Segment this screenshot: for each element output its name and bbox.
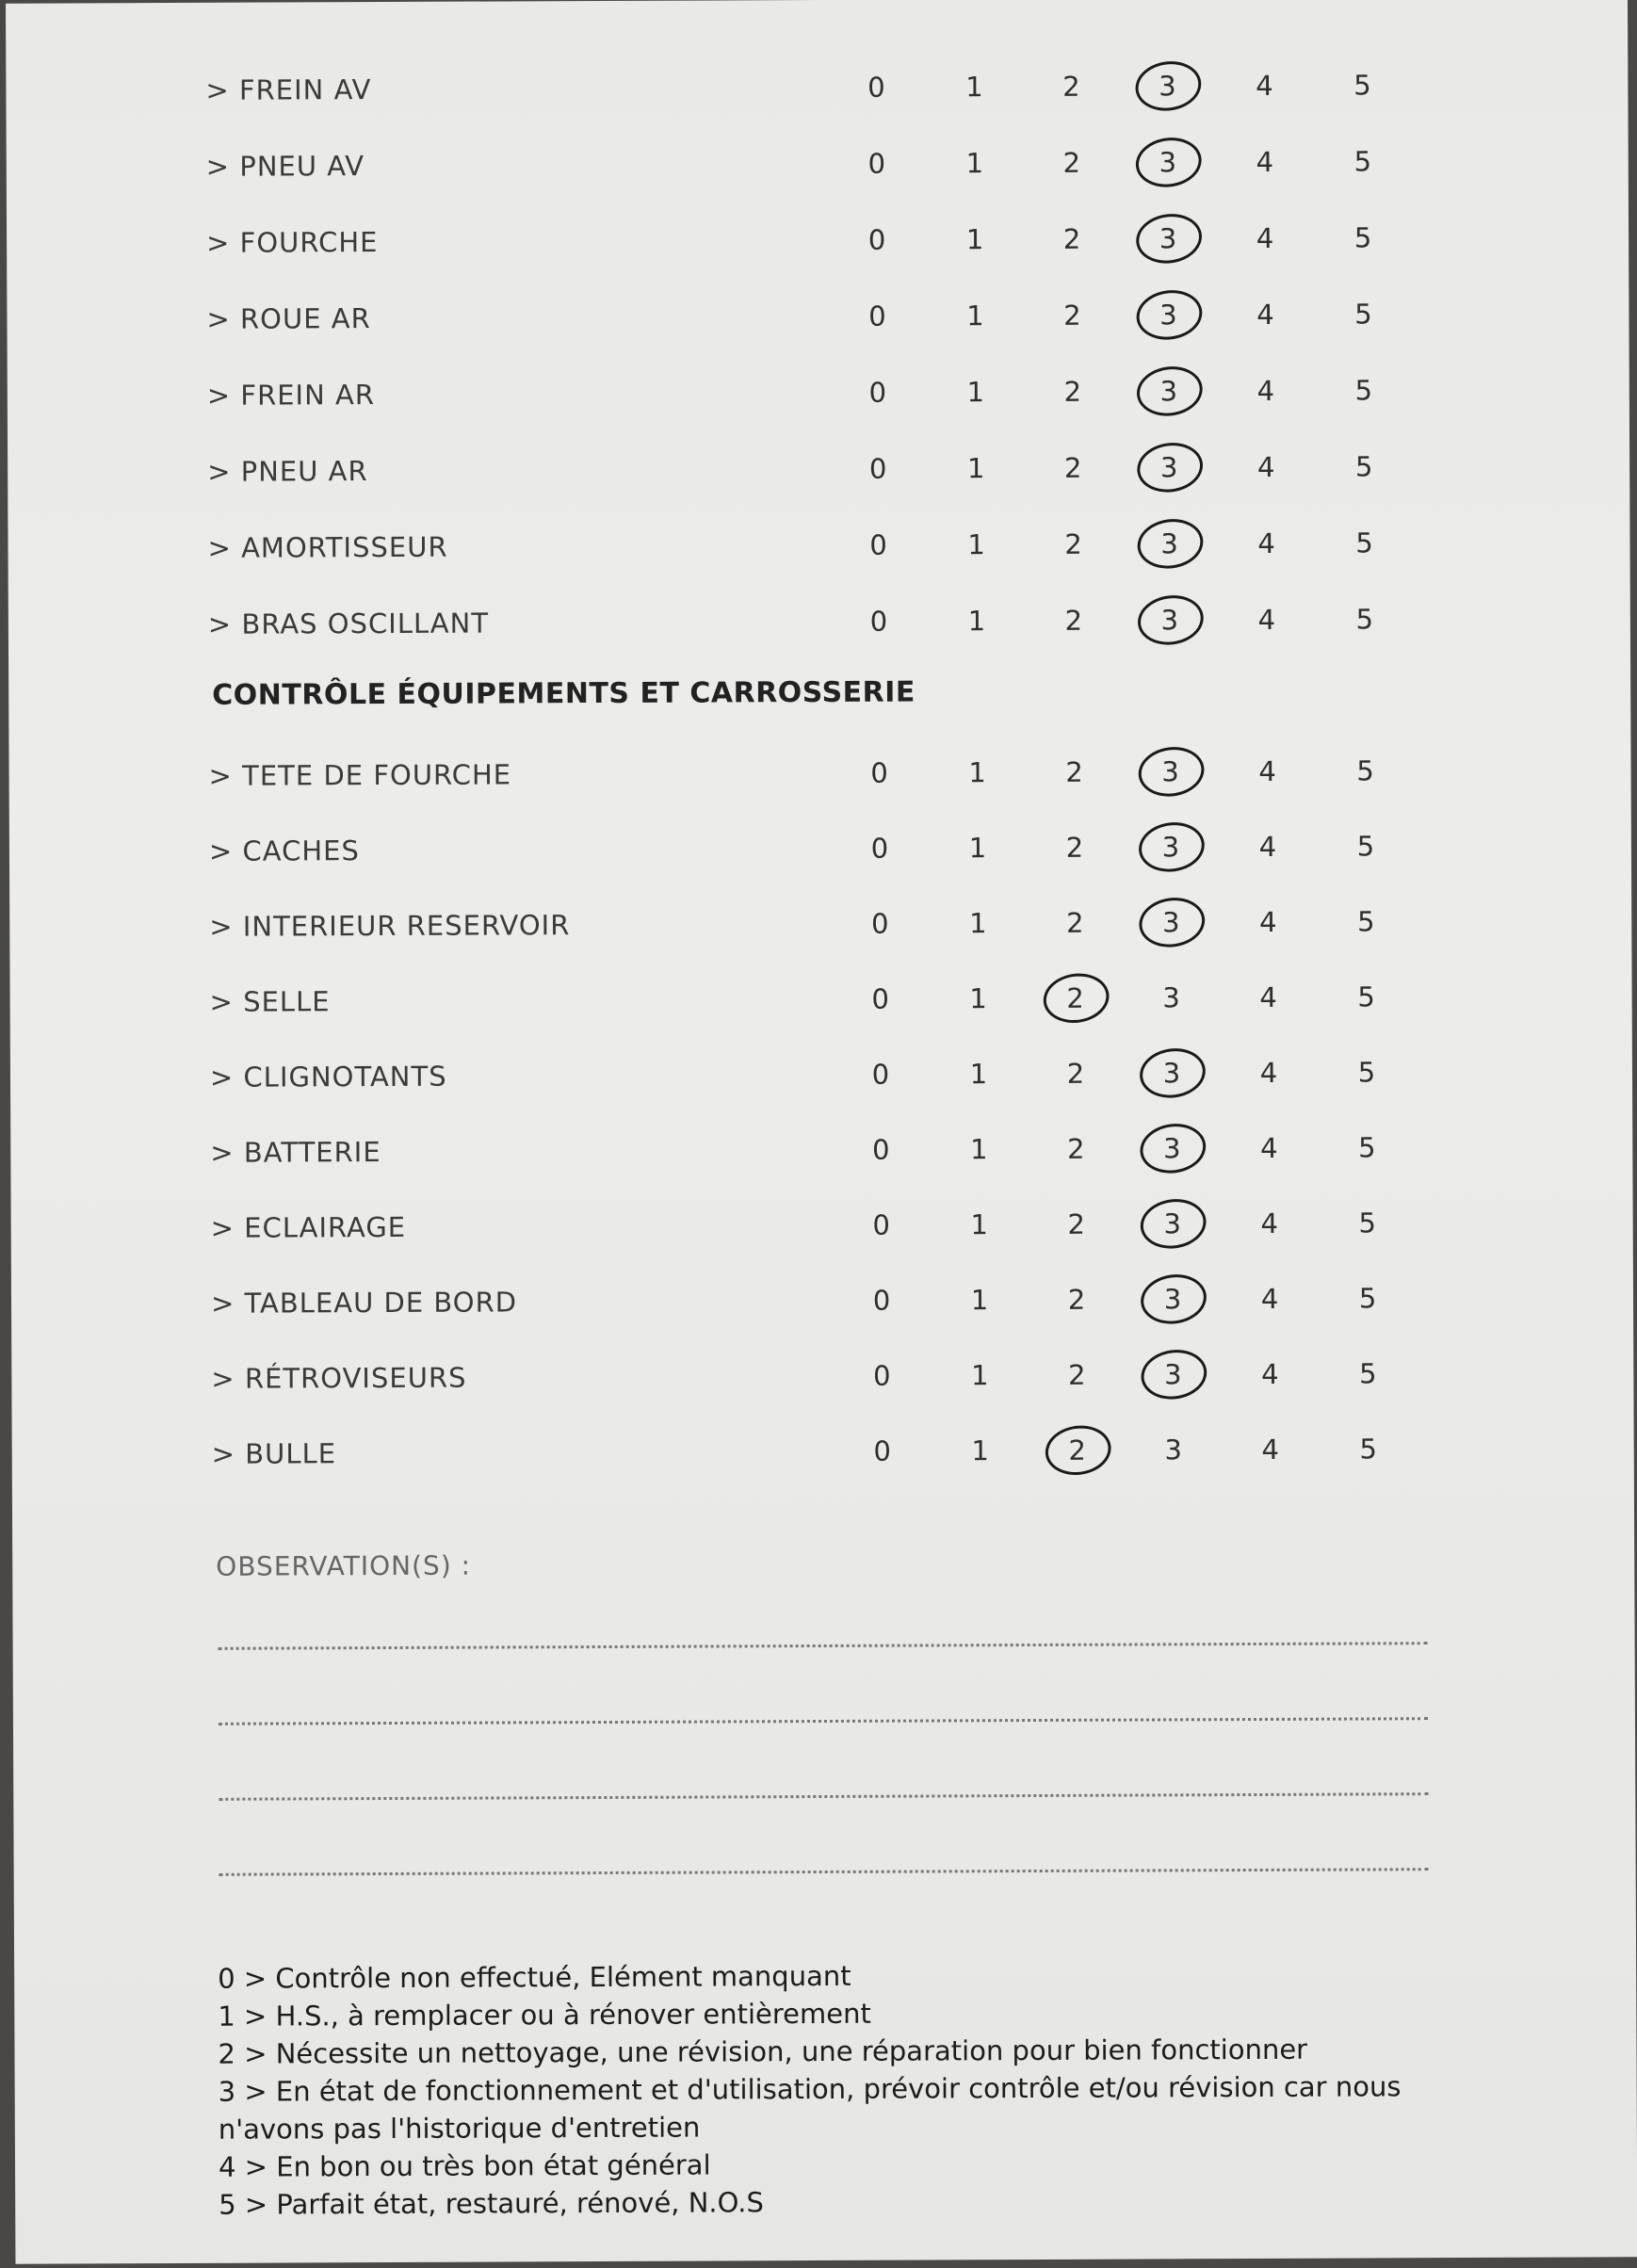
- score-option-selected[interactable]: 3: [1147, 906, 1194, 938]
- rating-row-label: > BRAS OSCILLANT: [207, 607, 490, 640]
- score-option[interactable]: 1: [970, 1284, 989, 1317]
- score-option[interactable]: 2: [1062, 222, 1081, 255]
- score-option[interactable]: 0: [873, 1359, 891, 1392]
- score-option[interactable]: 4: [1258, 830, 1277, 863]
- score-option[interactable]: 5: [1357, 980, 1375, 1013]
- observation-line[interactable]: [219, 1792, 1428, 1801]
- score-option-selected[interactable]: 3: [1149, 1207, 1196, 1239]
- score-option[interactable]: 0: [872, 1133, 890, 1166]
- score-option-selected[interactable]: 3: [1149, 1283, 1196, 1315]
- score-option[interactable]: 5: [1353, 221, 1372, 254]
- score-option[interactable]: 4: [1261, 1433, 1280, 1466]
- legend-item: 5 > Parfait état, restauré, rénové, N.O.S: [219, 2186, 764, 2221]
- score-option[interactable]: 2: [1063, 375, 1082, 408]
- score-option[interactable]: 4: [1256, 69, 1273, 102]
- score-option-selected[interactable]: 3: [1145, 451, 1192, 483]
- score-option[interactable]: 0: [870, 907, 889, 940]
- score-option[interactable]: 1: [965, 223, 984, 256]
- score-option[interactable]: 4: [1256, 145, 1274, 178]
- score-option-selected[interactable]: 3: [1145, 527, 1192, 559]
- rating-row: [11, 1268, 1633, 1332]
- rating-row: [10, 966, 1632, 1030]
- score-option-selected[interactable]: 3: [1144, 299, 1191, 331]
- score-option-selected[interactable]: 3: [1144, 222, 1191, 254]
- score-option[interactable]: 0: [867, 147, 886, 180]
- score-option[interactable]: 5: [1354, 450, 1373, 483]
- score-option-selected[interactable]: 3: [1148, 1132, 1195, 1164]
- score-option[interactable]: 5: [1358, 1207, 1376, 1239]
- score-option[interactable]: 0: [867, 223, 886, 256]
- rating-row: [11, 1343, 1633, 1407]
- score-option[interactable]: 5: [1358, 1282, 1377, 1315]
- score-option[interactable]: 5: [1356, 905, 1375, 938]
- rating-row: [9, 891, 1631, 955]
- score-option[interactable]: 2: [1063, 299, 1081, 332]
- rating-row-label: > TABLEAU DE BORD: [210, 1286, 518, 1320]
- score-option[interactable]: 1: [969, 1058, 988, 1091]
- rating-row-label: > ROUE AR: [206, 302, 371, 335]
- score-option[interactable]: 4: [1257, 603, 1276, 636]
- rating-row-label: > SELLE: [209, 985, 331, 1018]
- score-option[interactable]: 5: [1353, 69, 1371, 102]
- score-option-selected[interactable]: 3: [1149, 1358, 1196, 1390]
- score-option[interactable]: 0: [870, 756, 888, 789]
- score-option-selected[interactable]: 3: [1147, 755, 1194, 787]
- legend-item: 1 > H.S., à remplacer ou à rénover entièrement: [218, 1997, 871, 2033]
- score-option[interactable]: 5: [1359, 1433, 1378, 1466]
- score-option[interactable]: 0: [868, 376, 887, 409]
- score-option[interactable]: 5: [1356, 830, 1375, 863]
- score-option[interactable]: 4: [1260, 1282, 1279, 1315]
- score-option[interactable]: 1: [965, 71, 983, 104]
- section-title: CONTRÔLE ÉQUIPEMENTS ET CARROSSERIE: [212, 675, 916, 712]
- score-option[interactable]: 0: [869, 605, 888, 638]
- inspection-sheet: [6, 0, 1637, 2264]
- score-option[interactable]: 0: [868, 300, 886, 332]
- score-option-selected[interactable]: 3: [1147, 831, 1194, 863]
- score-option-selected[interactable]: 3: [1143, 70, 1191, 102]
- score-option[interactable]: 1: [969, 982, 987, 1015]
- score-option[interactable]: 1: [966, 300, 984, 332]
- score-option[interactable]: 2: [1065, 831, 1084, 864]
- rating-row-label: > CLIGNOTANTS: [209, 1060, 447, 1094]
- score-option[interactable]: 5: [1354, 374, 1373, 407]
- rating-row: [7, 207, 1629, 271]
- rating-row: [8, 360, 1629, 424]
- score-option[interactable]: 5: [1357, 1056, 1376, 1089]
- score-option[interactable]: 2: [1063, 451, 1082, 484]
- score-option[interactable]: 2: [1066, 1057, 1085, 1090]
- score-option[interactable]: 0: [871, 1058, 890, 1091]
- observation-line[interactable]: [219, 1642, 1428, 1650]
- rating-row: [6, 55, 1628, 119]
- rating-row-label: > RÉTROVISEURS: [211, 1361, 467, 1395]
- score-option[interactable]: 5: [1355, 526, 1373, 559]
- rating-legend: [218, 1954, 1452, 2224]
- score-option[interactable]: 2: [1067, 1283, 1086, 1316]
- score-option[interactable]: 1: [971, 1359, 989, 1392]
- rating-row-label: > TETE DE FOURCHE: [208, 758, 512, 792]
- score-option[interactable]: 4: [1258, 905, 1277, 938]
- score-option[interactable]: 1: [970, 1208, 988, 1241]
- score-option[interactable]: 4: [1259, 980, 1277, 1013]
- rating-row: [11, 1192, 1633, 1256]
- score-option-selected[interactable]: 3: [1144, 146, 1191, 178]
- rating-row-label: > CACHES: [208, 834, 360, 867]
- score-option[interactable]: 1: [970, 1133, 988, 1166]
- score-option[interactable]: 1: [966, 376, 985, 409]
- rating-row-label: > FOURCHE: [206, 226, 379, 259]
- rating-row: [8, 512, 1629, 576]
- score-option-selected[interactable]: 3: [1145, 375, 1192, 407]
- rating-row-label: > PNEU AR: [207, 455, 368, 488]
- score-option[interactable]: 5: [1358, 1131, 1376, 1164]
- score-option[interactable]: 0: [869, 528, 887, 561]
- rating-row-label: > FREIN AV: [205, 73, 372, 106]
- legend-item: 0 > Contrôle non effectué, Elément manquant: [218, 1959, 851, 1995]
- observation-line[interactable]: [219, 1717, 1428, 1725]
- legend-item: 2 > Nécessite un nettoyage, une révision, une réparation pour bien fonctionner: [218, 2033, 1308, 2070]
- rating-row: [8, 589, 1630, 653]
- score-option[interactable]: 4: [1256, 374, 1275, 407]
- score-option[interactable]: 1: [966, 452, 985, 485]
- score-option[interactable]: 2: [1064, 527, 1082, 560]
- rating-row-label: > FREIN AR: [206, 379, 376, 412]
- score-option[interactable]: 4: [1257, 526, 1275, 559]
- score-option[interactable]: 1: [965, 147, 984, 180]
- rating-row-label: > ECLAIRAGE: [210, 1210, 407, 1244]
- score-option[interactable]: 1: [971, 1434, 990, 1467]
- score-option[interactable]: 4: [1258, 754, 1276, 787]
- rating-row: [9, 816, 1631, 880]
- score-option[interactable]: 4: [1256, 450, 1275, 483]
- score-option[interactable]: 0: [872, 1284, 891, 1317]
- rating-row: [7, 131, 1629, 195]
- score-option[interactable]: 5: [1353, 145, 1372, 178]
- score-option[interactable]: 5: [1354, 298, 1372, 331]
- score-option[interactable]: 4: [1259, 1056, 1278, 1089]
- score-option[interactable]: 5: [1359, 1357, 1377, 1390]
- score-option[interactable]: 0: [873, 1434, 892, 1467]
- score-option[interactable]: 1: [968, 907, 987, 940]
- score-option-selected[interactable]: 3: [1148, 1057, 1195, 1089]
- score-option[interactable]: 0: [871, 982, 889, 1015]
- score-option[interactable]: 5: [1356, 754, 1374, 787]
- score-option[interactable]: 4: [1260, 1207, 1278, 1239]
- observations-label: OBSERVATION(S) :: [216, 1549, 472, 1582]
- score-option-selected[interactable]: 2: [1052, 982, 1099, 1014]
- score-option[interactable]: 1: [967, 605, 986, 638]
- legend-item: 4 > En bon ou très bon état général: [218, 2148, 711, 2183]
- rating-row-label: > BATTERIE: [210, 1136, 381, 1169]
- rating-row: [7, 284, 1629, 348]
- score-option[interactable]: 0: [870, 832, 889, 865]
- score-option[interactable]: 2: [1067, 1207, 1085, 1240]
- score-option[interactable]: 2: [1068, 1358, 1086, 1391]
- score-option[interactable]: 2: [1065, 906, 1084, 939]
- score-option[interactable]: 4: [1256, 298, 1274, 331]
- rating-row: [10, 1117, 1632, 1181]
- score-option[interactable]: 1: [967, 528, 985, 561]
- rating-row-label: > BULLE: [211, 1437, 337, 1470]
- score-option[interactable]: 1: [968, 756, 986, 789]
- score-option[interactable]: 4: [1261, 1357, 1279, 1390]
- rating-row: [8, 740, 1630, 804]
- score-option-selected[interactable]: 3: [1146, 604, 1193, 636]
- score-option[interactable]: 1: [968, 832, 987, 865]
- score-option[interactable]: 3: [1164, 1434, 1183, 1466]
- score-option[interactable]: 4: [1260, 1131, 1278, 1164]
- score-option[interactable]: 5: [1355, 603, 1374, 636]
- score-option[interactable]: 2: [1065, 755, 1083, 788]
- score-option[interactable]: 4: [1256, 221, 1274, 254]
- rating-row: [12, 1418, 1634, 1482]
- rating-row: [8, 436, 1629, 500]
- score-option[interactable]: 0: [872, 1208, 890, 1241]
- rating-row-label: > PNEU AV: [205, 150, 365, 183]
- score-option[interactable]: 0: [868, 452, 887, 485]
- score-option-selected[interactable]: 2: [1054, 1434, 1101, 1466]
- rating-row: [10, 1042, 1632, 1106]
- observation-line[interactable]: [219, 1868, 1429, 1876]
- score-option[interactable]: 2: [1062, 70, 1080, 103]
- score-option[interactable]: 2: [1062, 146, 1081, 179]
- score-option[interactable]: 3: [1162, 981, 1180, 1014]
- rating-row-label: > INTERIEUR RESERVOIR: [209, 909, 571, 943]
- score-option[interactable]: 2: [1064, 604, 1083, 637]
- legend-item: 3 > En état de fonctionnement et d'utilisation, prévoir contrôle et/ou révision car nous n'avons pas l'historique d'entretien: [218, 2070, 1402, 2146]
- score-option[interactable]: 0: [867, 71, 885, 104]
- score-option[interactable]: 2: [1067, 1132, 1085, 1165]
- rating-row-label: > AMORTISSEUR: [207, 530, 448, 564]
